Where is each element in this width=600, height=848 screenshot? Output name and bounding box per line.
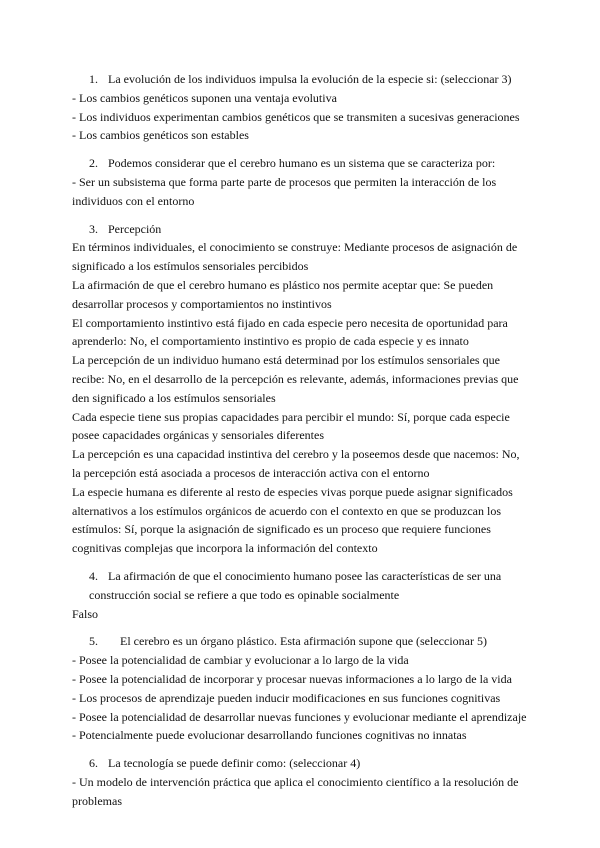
question-1-title [72,70,527,89]
question-4-number: 4. [89,568,98,583]
spacer [72,145,527,154]
answer-line: - Un modelo de intervención práctica que aplica el conocimiento científico a la resolución de problemas [72,774,519,808]
question-6 [72,754,527,810]
spacer [72,745,527,754]
answer-line: En términos individuales, el conocimiento se construye: Mediante procesos de asignación de significado a los estímulos sensoriales percibidos [72,240,518,274]
question-3-title [72,220,527,239]
answer-line: - Posee la potencialidad de desarrollar nuevas funciones y evolucionar mediante el aprendizaje [72,709,527,724]
question-1-number: 1. [89,72,98,86]
question-2 [72,154,527,210]
spacer [72,211,527,220]
question-5-number: 5. [89,634,98,649]
answer-line: Falso [72,606,99,621]
answer-line: La afirmación de que el cerebro humano es plástico nos permite aceptar que: Se pueden desarrollar procesos y comportamientos no instintivos [72,277,494,311]
question-6-title [72,754,527,773]
question-6-text: La tecnología se puede definir como: (seleccionar 4) [108,756,361,771]
spacer [72,623,527,632]
answer-line: - Ser un subsistema que forma parte parte de procesos que permiten la interacción de los individuos con el entorno [72,174,497,208]
answer-line: - Posee la potencialidad de cambiar y evolucionar a lo largo de la vida [72,653,409,668]
question-3-number: 3. [89,221,98,236]
question-2-number: 2. [89,156,98,171]
answer-line: El comportamiento instintivo está fijado en cada especie pero necesita de oportunidad para aprenderlo: No, el comportamiento instintivo es propio de cada especie y es innato [72,315,508,349]
answer-line: La percepción de un individuo humano está determinad por los estímulos sensoriales que recibe: No, en el desarrollo de la percepción es relevante, además, informaciones previas que den significado a los estímulos sensoriales [72,353,519,405]
question-5-text: El cerebro es un órgano plástico. Esta afirmación supone que (seleccionar 5) [120,634,487,649]
answer-line: La percepción es una capacidad instintiva del cerebro y la poseemos desde que nacemos: No, la percepción está asociada a procesos de interacción activa con el entorno [72,447,520,480]
question-4-text: La afirmación de que el conocimiento humano posee las características de ser una construcción social se refiere a que todo es opinable socialmente [89,568,502,602]
spacer [72,558,527,567]
question-6-number: 6. [89,756,98,771]
question-3-text: Percepción [108,221,162,236]
document-page [72,70,527,810]
question-5-title [72,632,527,651]
question-2-title [72,154,527,173]
answer-line: Cada especie tiene sus propias capacidades para percibir el mundo: Sí, porque cada especie posee capacidades orgánicas y sensoriales diferentes [72,409,510,443]
answer-line: - Los cambios genéticos son estables [72,128,249,143]
answer-line: - Los individuos experimentan cambios genéticos que se transmiten a sucesivas generaciones [72,109,520,124]
answer-line: - Los procesos de aprendizaje pueden inducir modificaciones en sus funciones cognitivas [72,690,501,705]
answer-line: - Posee la potencialidad de incorporar y procesar nuevas informaciones a lo largo de la vida [72,671,512,686]
answer-line: - Los cambios genéticos suponen una ventaja evolutiva [72,90,337,105]
question-2-text: Podemos considerar que el cerebro humano es un sistema que se caracteriza por: [108,156,496,171]
question-1-text: La evolución de los individuos impulsa la evolución de la especie si: (seleccionar 3) [108,72,512,86]
answer-line: - Potencialmente puede evolucionar desarrollando funciones cognitivas no innatas [72,728,467,743]
question-1 [72,70,527,145]
question-5 [72,632,527,745]
question-4 [72,567,527,623]
answer-line: La especie humana es diferente al resto de especies vivas porque puede asignar significados alternativos a los estímulos orgánicos de acuerdo con el contexto en que se produzcan los estímulos: Sí, porque la asignación de significado es un proceso que requiere funciones cognitivas complejas que incorpora la información del contexto [72,484,513,556]
question-3 [72,220,527,558]
question-4-title [72,567,527,605]
